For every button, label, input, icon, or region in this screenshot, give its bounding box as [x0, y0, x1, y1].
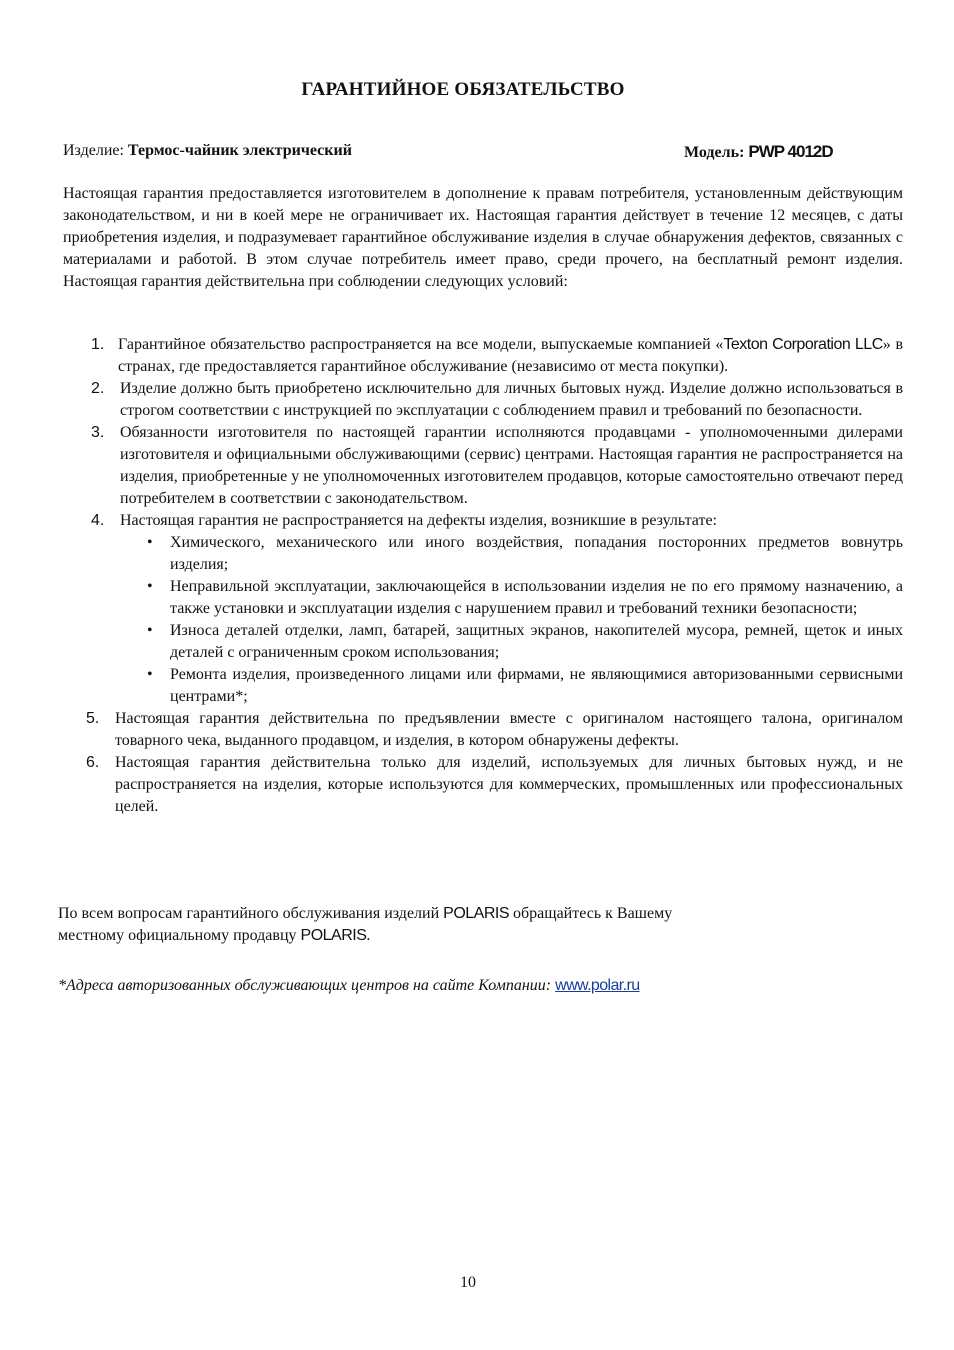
model-label: Модель:	[684, 144, 745, 161]
model-code: PWP 4012D	[748, 142, 833, 161]
product-field	[63, 142, 352, 160]
intro-paragraph: Настоящая гарантия предоставляется изготовителем в дополнение к правам потребителя, установленным действующим законодательством, и ни в коей мере не ограничивает их. Настоящая гарантия действует в течение 12 месяцев, с даты приобретения изделия, и подразумевает гарантийное обслуживание изделия в случае обнаружения дефектов, связанных с материалами и работой. В этом случае потребитель имеет право, среди прочего, на бесплатный ремонт изделия. Настоящая гарантия действительна при соблюдении следующих условий:	[63, 185, 903, 290]
condition-item-6	[63, 752, 903, 818]
condition-number: 1.	[91, 336, 105, 353]
conditions-list	[63, 334, 903, 818]
condition-text: Настоящая гарантия действительна только для изделий, используемых для личных бытовых нужд, и не распространяется на изделия, которые используются для коммерческих, промышленных или профессиональных целей.	[115, 754, 903, 815]
contact-text: .	[366, 927, 371, 944]
exclusion-item	[63, 576, 903, 620]
condition-text: Настоящая гарантия не распространяется на дефекты изделия, возникшие в результате:	[120, 512, 717, 529]
product-info-row	[63, 142, 903, 164]
bullet-icon: •	[147, 666, 153, 683]
product-name: Термос-чайник электрический	[127, 142, 352, 159]
brand-name: POLARIS	[443, 905, 510, 922]
exclusion-item	[63, 620, 903, 664]
exclusion-text: Износа деталей отделки, ламп, батарей, защитных экранов, накопителей мусора, ремней, щеток и иных деталей с ограниченным сроком использования;	[170, 622, 903, 661]
page-title: ГАРАНТИЙНОЕ ОБЯЗАТЕЛЬСТВО	[301, 79, 625, 100]
website-link[interactable]: www.polar.ru	[555, 977, 640, 994]
bullet-icon: •	[147, 622, 153, 639]
condition-number: 2.	[91, 380, 105, 397]
exclusion-text: Химического, механического или иного воздействия, попадания посторонних предметов вовнутрь изделия;	[170, 534, 903, 573]
condition-text: Гарантийное обязательство распространяется на все модели, выпускаемые компанией «	[118, 336, 724, 353]
condition-item-1	[63, 334, 903, 378]
contact-text: По всем вопросам гарантийного обслуживания изделий	[58, 905, 444, 922]
contact-text: местному официальному продавцу	[58, 927, 301, 944]
model-field	[684, 142, 833, 162]
condition-text: Обязанности изготовителя по настоящей гарантии исполняются продавцами - уполномоченными дилерами изготовителя и официальными обслуживающими (сервис) центрами. Настоящая гарантия не распространяется на изделия, приобретенные у не уполномоченных изготовителем продавцов, которые самостоятельно отвечают перед потребителем в соответствии с законодательством.	[120, 424, 903, 507]
exclusions-list	[63, 532, 903, 708]
condition-item-4	[63, 510, 903, 532]
exclusion-text: Ремонта изделия, произведенного лицами или фирмами, не являющимися авторизованными сервисными центрами*;	[170, 666, 903, 705]
bullet-icon: •	[147, 534, 153, 551]
product-label: Изделие:	[63, 142, 124, 159]
contact-paragraph	[58, 903, 818, 947]
brand-name: POLARIS	[300, 927, 367, 944]
condition-item-5	[63, 708, 903, 752]
service-centers-footnote	[58, 977, 918, 995]
condition-item-2	[63, 378, 903, 422]
condition-number: 4.	[91, 512, 105, 529]
condition-number: 3.	[91, 424, 105, 441]
exclusions-container	[63, 532, 903, 708]
exclusion-item	[63, 664, 903, 708]
exclusion-text: Неправильной эксплуатации, заключающейся в использовании изделия не по его прямому назначению, а также установки и эксплуатации изделия с нарушением правил и требований техники безопасности;	[170, 578, 903, 617]
condition-text: Изделие должно быть приобретено исключительно для личных бытовых нужд. Изделие должно использоваться в строгом соответствии с инструкцией по эксплуатации с соблюдением правил и требований по безопасности.	[120, 380, 903, 419]
condition-text: Настоящая гарантия действительна по предъявлении вместе с оригиналом настоящего талона, оригиналом товарного чека, выданного продавцом, и изделия, в котором обнаружены дефекты.	[115, 710, 903, 749]
bullet-icon: •	[147, 578, 153, 595]
condition-text-continued: » в странах, где предоставляется гарантийное обслуживание (независимо от места покупки).	[118, 336, 904, 375]
company-name: Texton Corporation LLC	[723, 336, 883, 353]
footnote-text: *Адреса авторизованных обслуживающих центров на сайте Компании:	[58, 977, 556, 994]
page-number: 10	[460, 1274, 476, 1291]
exclusion-item	[63, 532, 903, 576]
condition-number: 5.	[86, 710, 100, 727]
contact-text: обращайтесь к Вашему	[509, 905, 673, 922]
condition-number: 6.	[86, 754, 100, 771]
condition-item-3	[63, 422, 903, 510]
